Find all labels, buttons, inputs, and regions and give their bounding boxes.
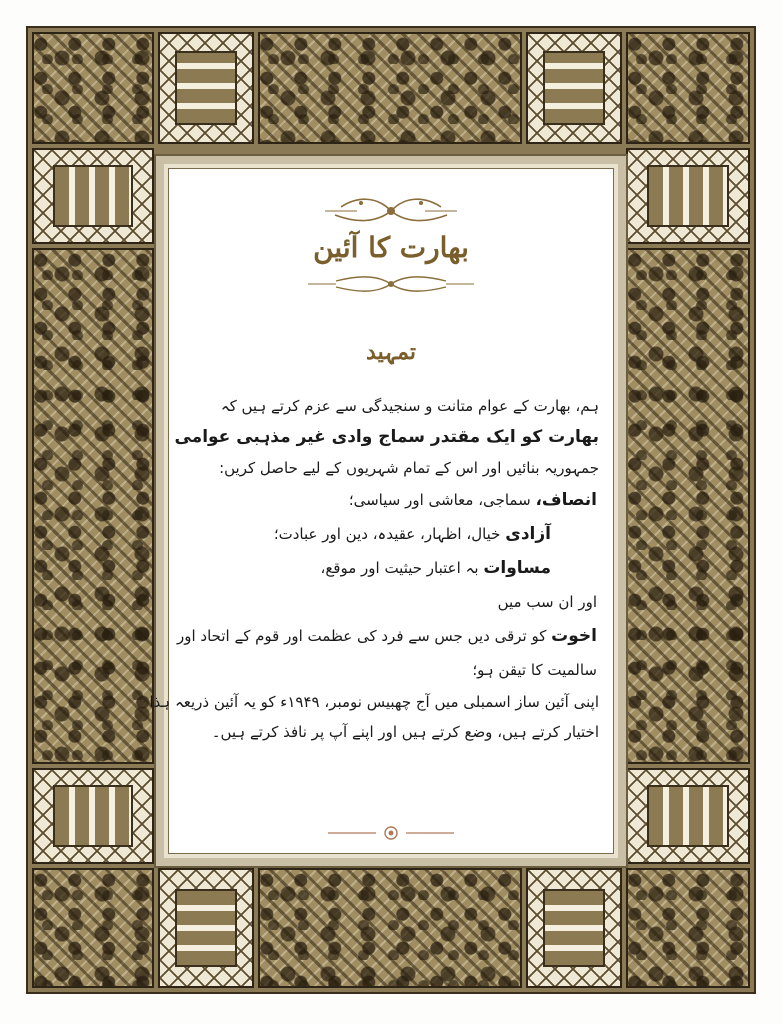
frame-panel-top-2	[526, 32, 622, 144]
frame-tile-floral-top	[258, 32, 522, 144]
frame-tile-floral-bottom	[258, 868, 522, 988]
frame-panel-top-1	[158, 32, 254, 144]
item-liberty: آزادی خیال، اظہار، عقیدہ، دین اور عبادت؛	[273, 524, 551, 544]
document-title: بھارت کا آئین	[313, 231, 469, 264]
preamble-line-1: ہم، بھارت کے عوام متانت و سنجیدگی سے عزم کرتے ہیں کہ	[220, 397, 599, 415]
frame-tile-floral-left	[32, 248, 154, 764]
item-equality: مساوات بہ اعتبار حیثیت اور موقع،	[320, 558, 551, 578]
item-fraternity: اخوت کو ترقی دیں جس سے فرد کی عظمت اور قوم کے اتحاد اور	[176, 626, 597, 646]
item-justice: انصاف، سماجی، معاشی اور سیاسی؛	[348, 490, 597, 510]
title-underline-ornament-icon	[306, 273, 476, 295]
preamble-line-2: بھارت کو ایک مقتدر سماج وادی غیر مذہبی عوامی	[174, 427, 599, 447]
frame-tile-elephant-rider	[32, 32, 154, 144]
item-integrity: سالمیت کا تیقن ہو؛	[472, 661, 597, 679]
preamble-heading: تمہید	[366, 339, 416, 365]
frame-tile-chariot	[32, 868, 154, 988]
frame-panel-bottom-2	[526, 868, 622, 988]
frame-panel-left-1	[32, 148, 154, 244]
frame-panel-right-2	[626, 768, 750, 864]
frame-tile-deer	[626, 868, 750, 988]
closing-line-2: اختیار کرتے ہیں، وضع کرتے ہیں اور اپنے آپ پر نافذ کرتے ہیں۔	[211, 723, 599, 741]
preamble-text	[149, 391, 599, 747]
closing-line-1: اپنی آئین ساز اسمبلی میں آج چھبیس نومبر، ۱۹۴۹ء کو یہ آئین ذریعہ ہذا	[149, 693, 599, 711]
frame-panel-right-1	[626, 148, 750, 244]
frame-tile-floral-right	[626, 248, 750, 764]
preamble-card	[149, 168, 614, 854]
frame-panel-bottom-1	[158, 868, 254, 988]
frame-tile-elephant-top-right	[626, 32, 750, 144]
frame-panel-left-2	[32, 768, 154, 864]
item-and-among-all: اور ان سب میں	[497, 593, 597, 611]
top-ornament-icon	[321, 193, 461, 229]
preamble-line-3: جمہوریہ بنائیں اور اس کے تمام شہریوں کے لیے حاصل کریں:	[219, 459, 599, 477]
footer-ornament-icon	[326, 825, 456, 841]
